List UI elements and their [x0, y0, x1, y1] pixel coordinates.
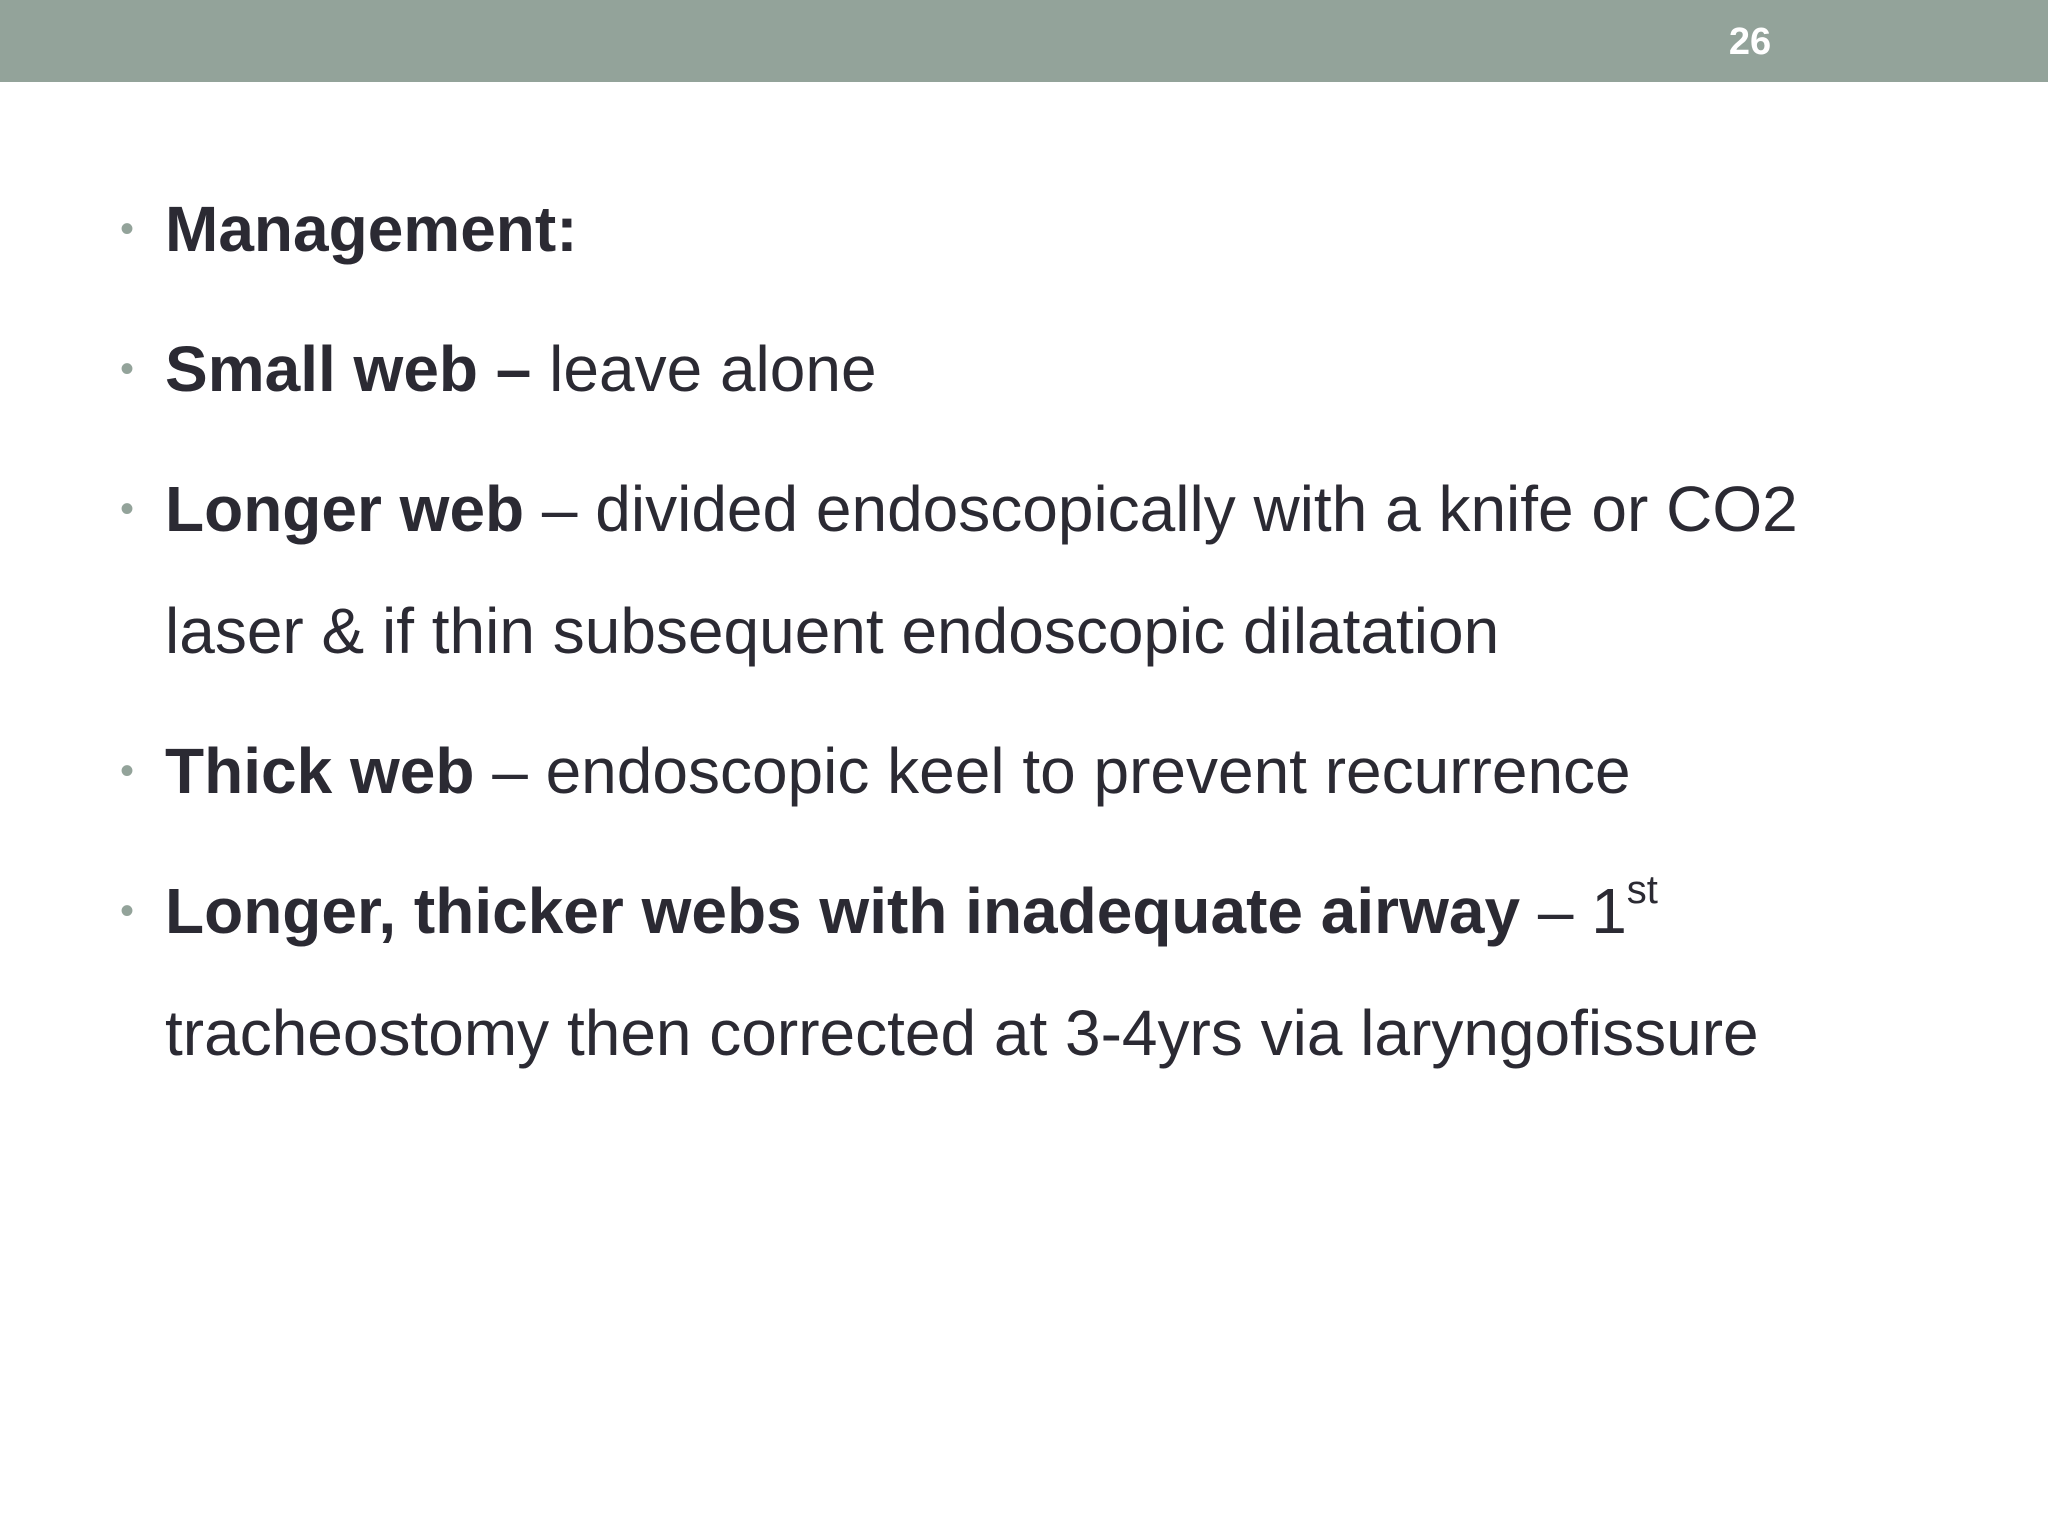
bullet-dot-icon: •	[120, 487, 135, 531]
bullet-heading: Management:	[165, 193, 578, 265]
bullet-thick-web	[120, 710, 1940, 832]
bullet-list	[120, 168, 1940, 1112]
bullet-description: leave alone	[531, 333, 877, 405]
bullet-description: – endoscopic keel to prevent recurrence	[474, 735, 1631, 807]
bullet-term: Longer web	[165, 473, 525, 545]
bullet-longer-thicker-webs	[120, 850, 1940, 1094]
bullet-longer-web	[120, 448, 1940, 692]
bullet-term: Thick web	[165, 735, 475, 807]
bullet-management	[120, 168, 1940, 290]
bullet-description: – 1	[1520, 875, 1627, 947]
slide-number: 26	[1728, 21, 1772, 63]
bullet-description: – divided endoscopically with a knife or CO2 laser & if thin subsequent endoscopic dilatation	[165, 473, 1798, 667]
ordinal-superscript: st	[1626, 868, 1658, 912]
bullet-dot-icon: •	[120, 347, 135, 391]
bullet-term: Longer, thicker webs with inadequate airway	[165, 875, 1521, 947]
bullet-term: Small web –	[165, 333, 532, 405]
bullet-dot-icon: •	[120, 207, 135, 251]
bullet-dot-icon: •	[120, 889, 135, 933]
bullet-small-web	[120, 308, 1940, 430]
bullet-dot-icon: •	[120, 749, 135, 793]
header-band	[0, 0, 2048, 82]
bullet-description-continued: tracheostomy then corrected at 3-4yrs via laryngofissure	[165, 997, 1759, 1069]
